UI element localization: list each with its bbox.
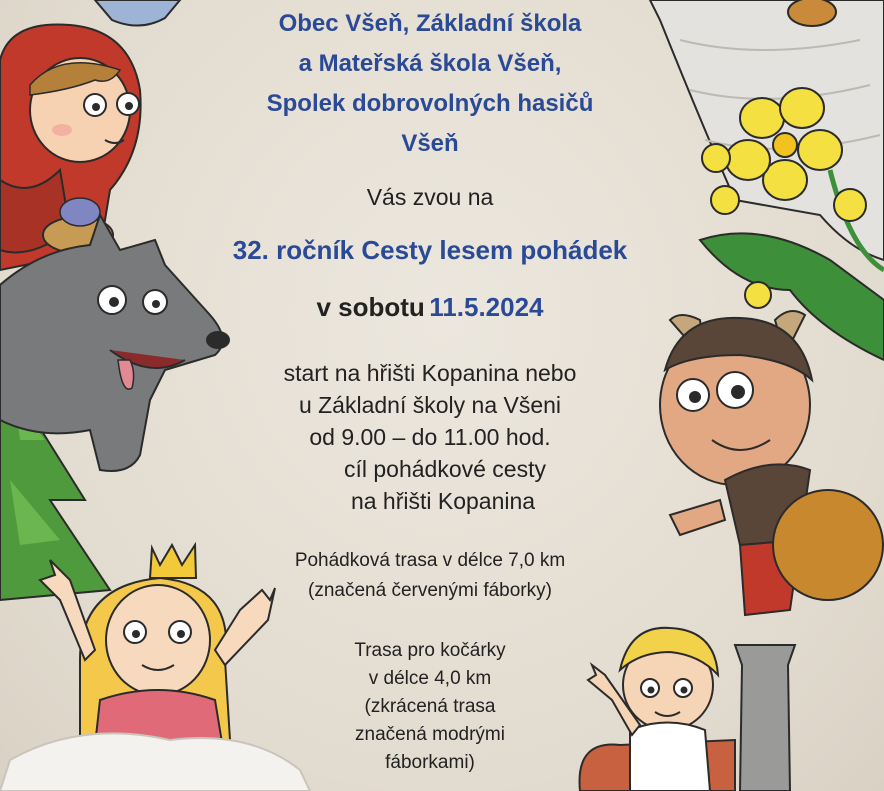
start-line-5: na hřišti Kopanina [350,488,536,514]
event-title: 32. ročník Cesty lesem pohádek [232,235,628,265]
date-prefix: v sobotu [316,292,425,322]
route-stroller-line-1: Trasa pro kočárky [354,640,506,661]
devil-illustration [660,311,883,615]
date-value: 11.5.2024 [429,292,544,322]
top-figure-illustration [95,0,180,26]
route-main-line-2: (značená červenými fáborky) [308,580,552,601]
organizer-line-1: Obec Všeň, Základní škola [278,10,582,37]
route-stroller-line-2: v délce 4,0 km [368,668,492,689]
organizer-line-3: Spolek dobrovolných hasičů [266,90,594,117]
organizer-line-2: a Mateřská škola Všeň, [298,50,562,77]
route-main-line-1: Pohádková trasa v délce 7,0 km [294,550,566,571]
start-line-4: cíl pohádkové cesty [343,456,546,482]
organizer-line-4: Všeň [401,130,459,157]
red-riding-hood-illustration [0,24,141,270]
route-stroller-line-5: fáborkami) [385,752,475,773]
poster-text [170,0,690,791]
start-line-1: start na hřišti Kopanina nebo [283,360,577,386]
event-date [170,292,690,323]
start-line-3: od 9.00 – do 11.00 hod. [309,424,551,450]
route-stroller-line-4: značená modrými [355,724,505,745]
route-stroller-line-3: (zkrácená trasa [364,696,496,717]
invitation-text: Vás zvou na [366,184,494,210]
start-line-2: u Základní školy na Všeni [298,392,562,418]
